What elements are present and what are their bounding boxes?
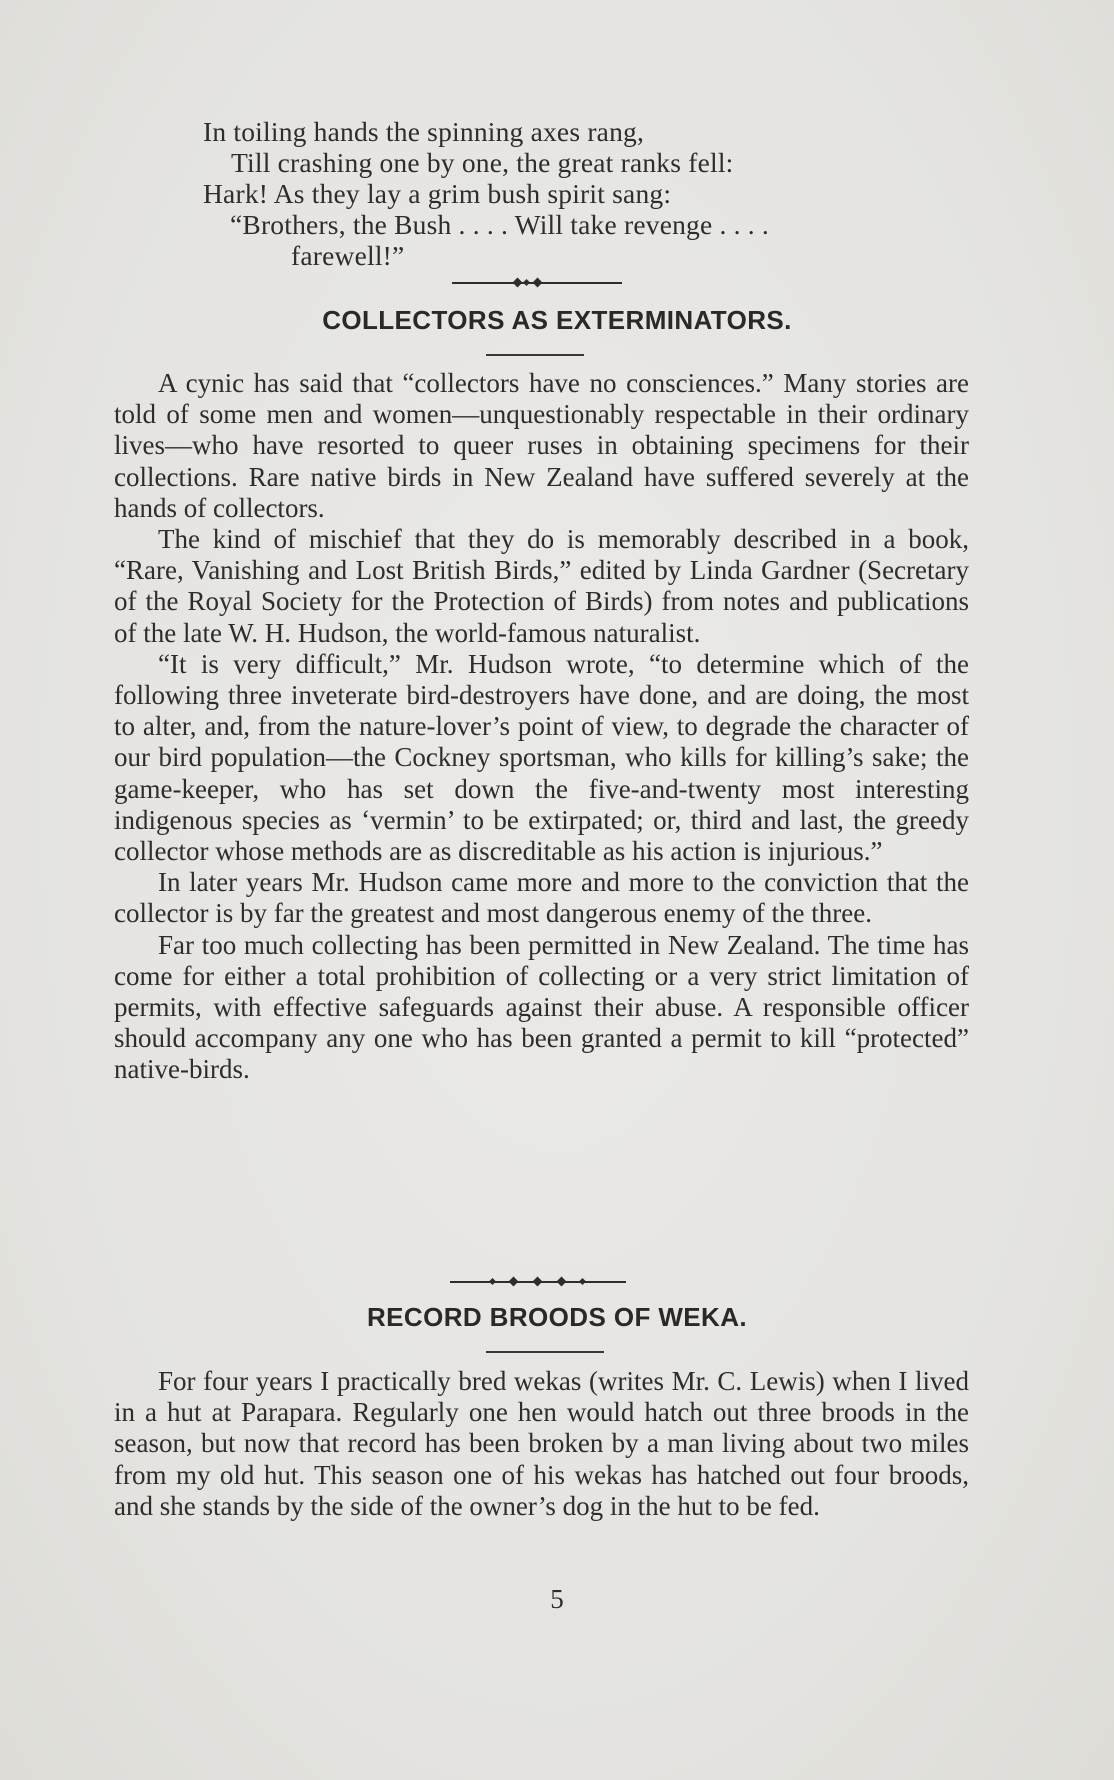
- poem-line: “Brothers, the Bush . . . . Will take revenge . . . .: [230, 209, 770, 240]
- section-heading: COLLECTORS AS EXTERMINATORS.: [322, 305, 792, 335]
- ornamental-divider: [452, 279, 622, 287]
- paragraph: The kind of mischief that they do is memorably described in a book, “Rare, Vanishing and Lost British Birds,” edited by Linda Gardner (Secretary of the Royal Society for the Protection of Birds) from notes and publications of the late W. H. Hudson, the world-famous naturalist.: [114, 524, 969, 648]
- paragraph: Far too much collecting has been permitted in New Zealand. The time has come for either a total prohibition of collecting or a very strict limitation of permits, with effective safeguards against their abuse. A responsible officer should accompany any one who has been granted a permit to kill “protected” native-birds.: [114, 929, 969, 1085]
- poem-line: In toiling hands the spinning axes rang,: [203, 116, 645, 147]
- poem-line: farewell!”: [291, 240, 405, 271]
- poem-stanza: [203, 116, 983, 271]
- section-body: [114, 368, 969, 1086]
- paragraph: In later years Mr. Hudson came more and more to the conviction that the collector is by far the greatest and most dangerous enemy of the three.: [114, 867, 969, 929]
- paragraph: “It is very difficult,” Mr. Hudson wrote, “to determine which of the following three inveterate bird-destroyers have done, and are doing, the most to alter, and, from the nature-lover’s point of view, to degrade the character of our bird population—the Cockney sportsman, who kills for killing’s sake; the game-keeper, who has set down the five-and-twenty most interesting indigenous species as ‘vermin’ to be extirpated; or, third and last, the greedy collector whose methods are as discreditable as his action is injurious.”: [114, 648, 969, 867]
- poem-line: Till crashing one by one, the great ranks fell:: [231, 147, 734, 178]
- poem-line: Hark! As they lay a grim bush spirit sang:: [203, 178, 672, 209]
- paragraph: For four years I practically bred wekas (writes Mr. C. Lewis) when I lived in a hut at Parapara. Regularly one hen would hatch out three broods in the season, but now that record has been broken by a man living about two miles from my old hut. This season one of his wekas has hatched out four broods, and she stands by the side of the owner’s dog in the hut to be fed.: [114, 1366, 969, 1521]
- page-number: 5: [550, 1584, 564, 1614]
- heading-underline: [486, 354, 584, 356]
- section-body: [114, 1366, 969, 1522]
- paragraph: A cynic has said that “collectors have no consciences.” Many stories are told of some men and women—unquestionably respectable in their ordinary lives—who have resorted to queer ruses in obtaining specimens for their collections. Rare native birds in New Zealand have suffered severely at the hands of collectors.: [114, 368, 969, 523]
- section-heading: RECORD BROODS OF WEKA.: [366, 1302, 748, 1332]
- ornamental-divider: [450, 1278, 626, 1286]
- heading-underline: [486, 1351, 604, 1353]
